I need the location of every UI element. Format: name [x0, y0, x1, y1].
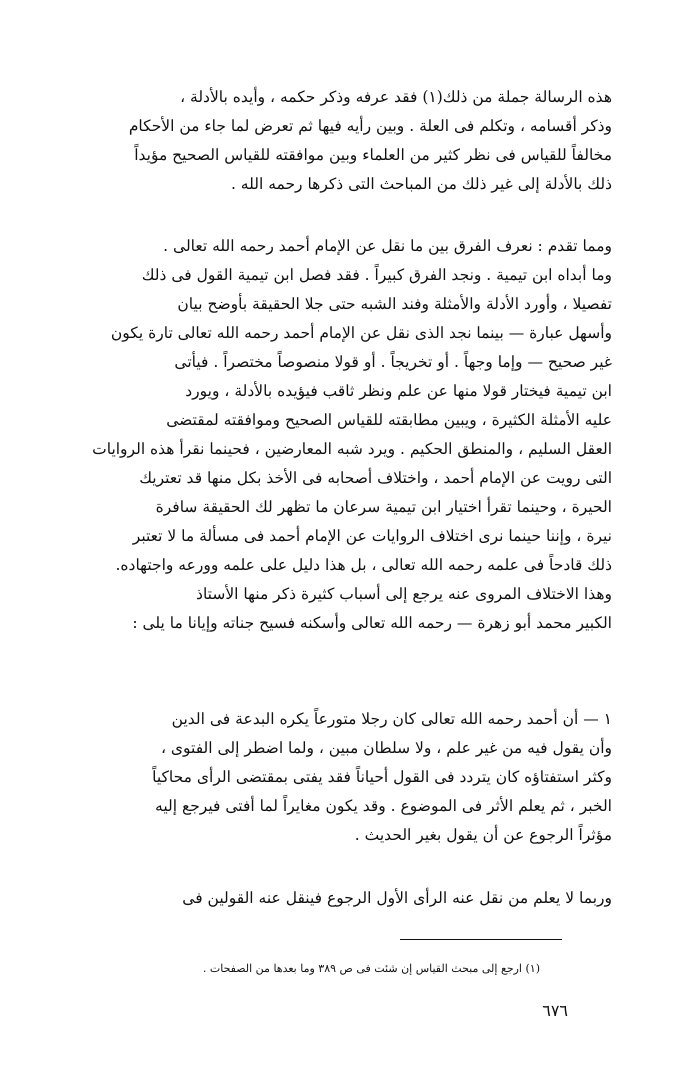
text-line: وما أبداه ابن تيمية . ونجد الفرق كبيراً . فقد فصل ابن تيمية القول فى ذلك — [141, 266, 612, 284]
page-number: ٦٧٦ — [542, 1001, 568, 1020]
text-line: نيرة ، وإننا حينما نرى اختلاف الروايات عن الإمام أحمد فى مسألة ما لا تعتبر — [132, 527, 612, 545]
text-line: وكثر استفتاؤه كان يتردد فى القول أحياناً فقد يفتى بمقتضى الرأى محاكياً — [152, 768, 612, 786]
text-line: وهذا الاختلاف المروى عنه يرجع إلى أسباب كثيرة ذكر منها الأستاذ — [196, 585, 612, 603]
text-line: عليه الأمثلة الكثيرة ، ويبين مطابقته للقياس الصحيح وموافقته لمقتضى — [166, 411, 612, 429]
paragraph-3 — [50, 705, 612, 850]
text-line: مخالفاً للقياس فى نظر كثير من العلماء وبين موافقته للقياس الصحيح مؤيداً — [134, 146, 612, 164]
text-line: ذلك قادحاً فى علمه رحمه الله تعالى ، بل هذا دليل على علمه وورعه واجتهاده. — [115, 556, 612, 574]
text-line: هذه الرسالة جملة من ذلك(١) فقد عرفه وذكر حكمه ، وأيده بالأدلة ، — [180, 88, 612, 106]
text-line: التى رويت عن الإمام أحمد ، واختلاف أصحابه فى الأخذ بكل منها قد تعتريك — [139, 469, 612, 487]
text-line: الكبير محمد أبو زهرة — رحمه الله تعالى وأسكنه فسيح جناته وإيانا ما يلى : — [132, 614, 612, 632]
text-line: الخبر ، ثم يعلم الأثر فى الموضوع . وقد يكون مغايراً لما أفتى فيرجع إليه — [155, 797, 612, 815]
text-line: الحيرة ، وحينما تقرأ اختيار ابن تيمية سرعان ما تظهر لك الحقيقة سافرة — [155, 498, 612, 516]
text-line: غير صحيح — وإما وجهاً . أو تخريجاً . أو قولا منصوصاً مختصراً . فيأتى — [174, 353, 612, 371]
paragraph-4 — [50, 884, 612, 913]
text-line: العقل السليم ، والمنطق الحكيم . ويرد شبه المعارضين ، فحينما نقرأ هذه الروايات — [92, 440, 612, 458]
footnote: (١) ارجع إلى مبحث القياس إن شئت فى ص ٣٨٩ وما بعدها من الصفحات . — [202, 962, 540, 975]
paragraph-1 — [50, 83, 612, 199]
text-line: وأن يقول فيه من غير علم ، ولا سلطان مبين ، ولما اضطر إلى الفتوى ، — [160, 739, 612, 757]
text-line: مؤثراً الرجوع عن أن يقول بغير الحديث . — [354, 826, 612, 844]
paragraph-2 — [50, 232, 612, 638]
text-line: تفصيلا ، وأورد الأدلة والأمثلة وفند الشبه حتى جلا الحقيقة بأوضح بيان — [177, 295, 612, 313]
text-line: ذلك بالأدلة إلى غير ذلك من المباحث التى ذكرها رحمه الله . — [230, 175, 612, 193]
text-line: ابن تيمية فيختار قولا منها عن علم ونظر ثاقب فيؤيده بالأدلة ، ويورد — [185, 382, 612, 400]
text-line: وأسهل عبارة — بينما نجد الذى نقل عن الإمام أحمد رحمه الله تعالى تارة يكون — [110, 324, 612, 342]
text-line: وربما لا يعلم من نقل عنه الرأى الأول الرجوع فينقل عنه القولين فى — [182, 889, 612, 907]
footnote-divider — [400, 939, 562, 940]
text-line: ومما تقدم : نعرف الفرق بين ما نقل عن الإمام أحمد رحمه الله تعالى . — [163, 237, 612, 255]
text-line: وذكر أقسامه ، وتكلم فى العلة . وبين رأيه فيها ثم تعرض لما جاء من الأحكام — [128, 117, 612, 135]
text-line: ١ — أن أحمد رحمه الله تعالى كان رجلا متورعاً يكره البدعة فى الدين — [171, 710, 612, 728]
